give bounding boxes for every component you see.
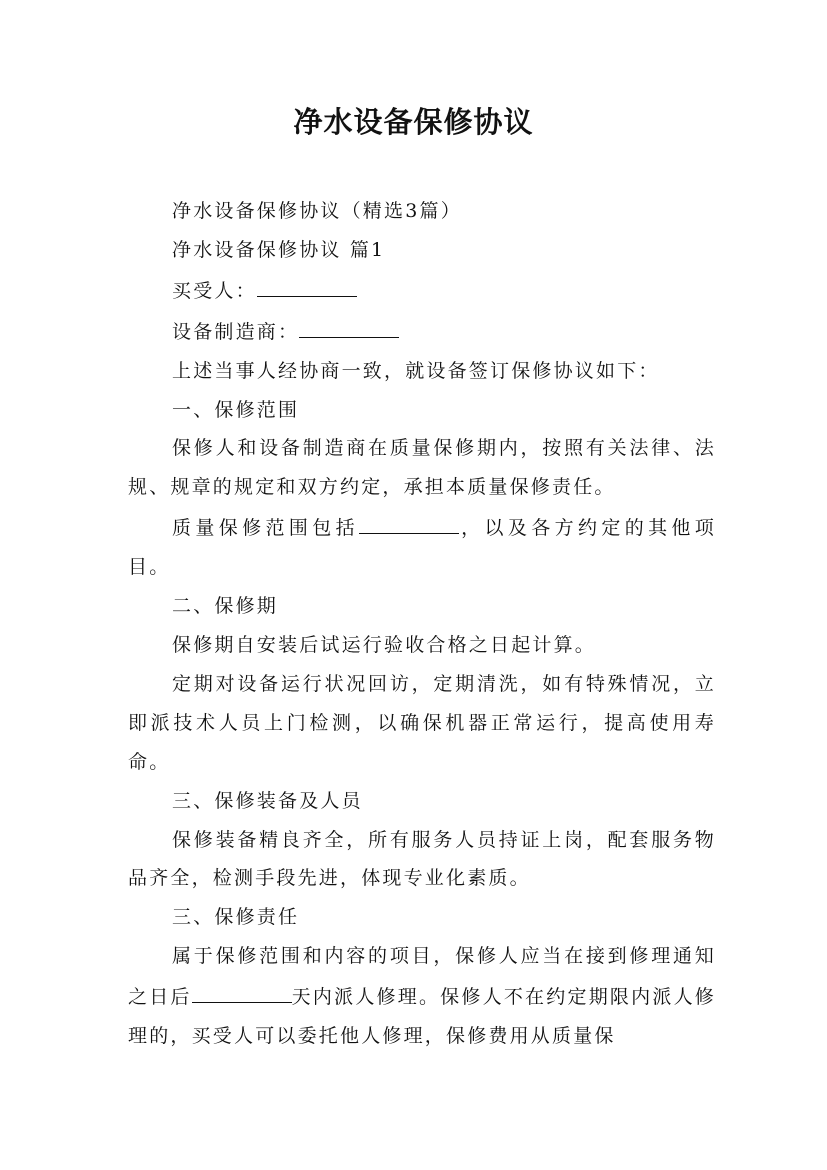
subtitle-line: 净水设备保修协议（精选3篇） — [172, 200, 462, 222]
buyer-label: 买受人： — [172, 279, 257, 302]
chapter-line: 净水设备保修协议 篇1 — [172, 238, 386, 261]
document-body — [128, 192, 716, 1056]
section-3-paragraph-1: 保修装备精良齐全，所有服务人员持证上岗，配套服务物品齐全，检测手段先进，体现专业化素质。 — [128, 828, 716, 890]
section-1-paragraph-1: 保修人和设备制造商在质量保修期内，按照有关法律、法规、规章的规定和双方约定，承担本质量保修责任。 — [128, 437, 716, 499]
repair-text-after: 天内派人修理。保修人不在约定期限内派人修理的，买受人可以委托他人修理，保修费用从质量保 — [128, 986, 716, 1048]
maker-line — [128, 311, 716, 352]
section-2-paragraph-2: 定期对设备运行状况回访，定期清洗，如有特殊情况，立即派技术人员上门检测，以确保机器正常运行，提高使用寿命。 — [128, 672, 716, 773]
section-4-paragraph-1 — [128, 937, 716, 1056]
maker-blank — [299, 311, 399, 338]
scope-text-before: 质量保修范围包括 — [172, 517, 359, 540]
buyer-blank — [257, 270, 357, 297]
buyer-line — [128, 270, 716, 311]
section-1-heading: 一、保修范围 — [172, 398, 300, 421]
intro-paragraph: 上述当事人经协商一致，就设备签订保修协议如下： — [172, 359, 660, 382]
document-title: 净水设备保修协议 — [293, 105, 534, 139]
scope-blank — [359, 507, 459, 534]
section-4-heading: 三、保修责任 — [172, 906, 300, 929]
maker-label: 设备制造商： — [172, 320, 300, 343]
scope-text-after: ，以及各方约定的其他项目。 — [128, 517, 716, 579]
section-2-heading: 二、保修期 — [172, 595, 279, 618]
section-2-paragraph-1: 保修期自安装后试运行验收合格之日起计算。 — [172, 633, 597, 656]
section-1-paragraph-2 — [128, 507, 716, 587]
days-blank — [192, 976, 292, 1003]
section-3-heading: 三、保修装备及人员 — [172, 789, 363, 812]
repair-text-before: 属于保修范围和内容的项目，保修人应当在接到修理通知之日后 — [128, 945, 716, 1009]
